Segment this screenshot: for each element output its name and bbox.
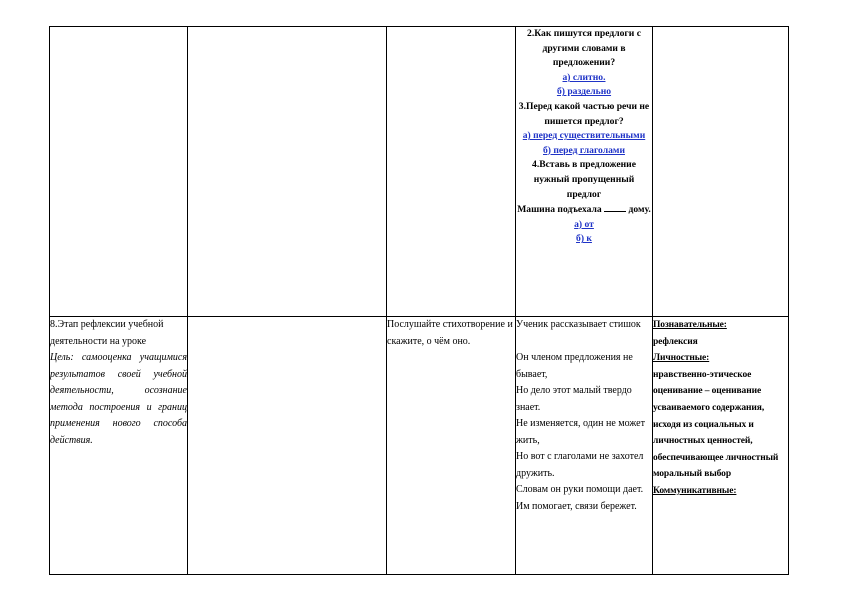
pupil-intro: Ученик рассказывает стишок (516, 319, 641, 330)
teacher-task-cell (387, 317, 516, 575)
question-4: 4.Вставь в предложение нужный пропущенный предлог (532, 159, 636, 200)
blank-line (604, 202, 626, 212)
uud-personal-title: Личностные: (653, 353, 710, 364)
question-4-sentence-start: Машина подъехала (517, 204, 602, 216)
poem-line: Словам он руки помощи дает. (516, 484, 644, 495)
lesson-stage-cell (50, 317, 188, 575)
question-4-sentence-end: дому. (628, 204, 651, 216)
table-row (50, 27, 789, 317)
quiz-questions-cell (516, 27, 653, 317)
table-row (50, 317, 789, 575)
question-2: 2.Как пишутся предлоги с другими словами в предложении? (527, 28, 641, 69)
question-3: 3.Перед какой частью речи не пишется предлог? (518, 100, 650, 127)
table-cell-empty (188, 317, 387, 575)
question-2-answer-b: б) раздельно (556, 86, 612, 98)
table-cell-empty (653, 27, 789, 317)
question-4-sentence (516, 202, 652, 218)
uud-communicative-title: Коммуникативные: (653, 485, 737, 496)
spacer (516, 334, 652, 351)
stage-goal: Цель: самооценка учащимися результатов своей учебной деятельности, осознание метода построения и границ применения нового способа действия. (50, 352, 187, 446)
table-cell-empty (188, 27, 387, 317)
poem-line: Но вот с глаголами не захотел дружить. (516, 451, 644, 479)
uud-cognitive: рефлексия (653, 336, 698, 347)
question-3-answer-b: б) перед глаголами (543, 144, 625, 156)
question-4-answer-a: а) от (574, 218, 594, 230)
learning-actions-cell (653, 317, 789, 575)
stage-title: 8.Этап рефлексии учебной деятельности на уроке (50, 319, 164, 347)
poem-line: Но дело этот малый твердо знает. (516, 385, 632, 413)
pupil-activity-cell (516, 317, 653, 575)
question-2-answer-a: а) слитно. (562, 71, 606, 83)
uud-cognitive-title: Познавательные: (653, 320, 727, 330)
poem-line: Он членом предложения не бывает, (516, 352, 633, 380)
question-4-answer-b: б) к (576, 233, 592, 245)
poem-line: Не изменяется, один не может жить, (516, 418, 645, 446)
table-cell-empty (50, 27, 188, 317)
table-cell-empty (387, 27, 516, 317)
teacher-task: Послушайте стихотворение и скажите, о чём оно. (387, 319, 513, 347)
uud-personal: нравственно-этическое оценивание – оценивание усваиваемого содержания, исходя из социальных и личностных ценностей, обеспечивающее личностный моральный выбор (653, 369, 779, 480)
question-3-answer-a: а) перед существительными (522, 130, 646, 142)
lesson-plan-table (49, 26, 789, 575)
poem-line: Им помогает, связи бережет. (516, 500, 637, 512)
